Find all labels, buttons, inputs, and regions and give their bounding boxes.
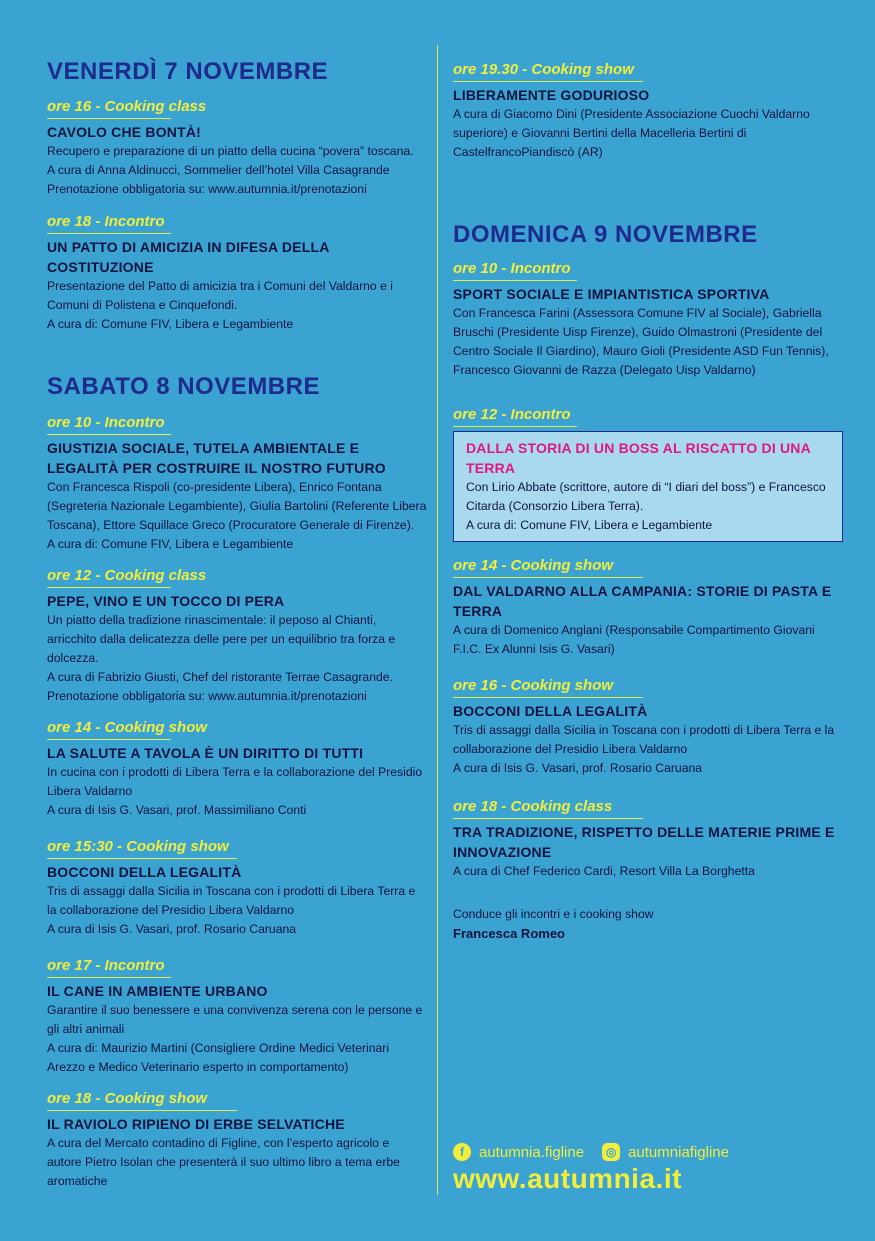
event-title: GIUSTIZIA SOCIALE, TUTELA AMBIENTALE E LEGALITÀ PER COSTRUIRE IL NOSTRO FUTURO (47, 440, 386, 476)
event-desc: Recupero e preparazione di un piatto della cucina “povera” toscana. (47, 144, 414, 158)
host-label: Conduce gli incontri e i cooking show (453, 907, 654, 921)
event-l6 (47, 837, 427, 939)
event-l4 (47, 566, 427, 706)
event-title: PEPE, VINO E UN TOCCO DI PERA (47, 593, 285, 609)
event-time: ore 10 - Incontro (47, 414, 165, 431)
event-desc: Con Francesca Farini (Assessora Comune FIV al Sociale), Gabriella Bruschi (Presidente Uisp Firenze), Guido Olmastroni (Presidente del Centro Sociale Il Giardino), Mauro Gioli (Presidente ASD Fun Tennis), Francesco Giovanni de Razza (Delegato Uisp Valdarno) (453, 306, 829, 377)
website-link[interactable]: www.autumnia.it (453, 1163, 682, 1194)
event-time: ore 18 - Incontro (47, 213, 165, 230)
highlight-box (453, 431, 843, 542)
event-desc: A cura di: Maurizio Martini (Consigliere Ordine Medici Veterinari Arezzo e Medico Veterinario esperto in comportamento) (47, 1041, 390, 1074)
event-title: SPORT SOCIALE E IMPIANTISTICA SPORTIVA (453, 286, 770, 302)
event-desc: Con Lirio Abbate (scrittore, autore di “I diari del boss”) e Francesco Citarda (Consorzio Libera Terra). (466, 480, 826, 513)
event-l8 (47, 1089, 427, 1191)
event-desc: In cucina con i prodotti di Libera Terra e la collaborazione del Presidio Libera Valdarno (47, 765, 423, 798)
event-desc: A cura di Isis G. Vasari, prof. Rosario Caruana (47, 922, 297, 936)
event-l2 (47, 212, 427, 334)
event-time: ore 15:30 - Cooking show (47, 838, 229, 855)
event-desc: A cura di Isis G. Vasari, prof. Rosario Caruana (453, 761, 703, 775)
time-underline (47, 977, 171, 978)
event-desc: Prenotazione obbligatoria su: www.autumnia.it/prenotazioni (47, 689, 367, 703)
event-desc: A cura di Chef Federico Cardi, Resort Villa La Borghetta (453, 864, 755, 878)
event-title-highlight: DALLA STORIA DI UN BOSS AL RISCATTO DI UNA TERRA (466, 440, 811, 476)
event-r6 (453, 797, 845, 881)
event-desc: Garantire il suo benessere e una convivenza serena con le persone e gli altri animali (47, 1003, 423, 1036)
time-underline (453, 280, 577, 281)
event-desc: Un piatto della tradizione rinascimentale: il peposo al Chianti, arricchito dalla delicatezza delle pere per un equilibrio tra forza e dolcezza. (47, 613, 396, 665)
time-underline (453, 818, 643, 819)
event-time: ore 18 - Cooking class (453, 798, 613, 815)
event-desc: Tris di assaggi dalla Sicilia in Toscana con i prodotti di Libera Terra e la collaborazione del Presidio Libera Valdarno (47, 884, 416, 917)
instagram-handle[interactable]: autumniafigline (628, 1143, 729, 1161)
event-desc: Prenotazione obbligatoria su: www.autumnia.it/prenotazioni (47, 182, 367, 196)
column-divider (437, 45, 438, 1195)
event-title: CAVOLO CHE BONTÀ! (47, 124, 202, 140)
event-desc: Tris di assaggi dalla Sicilia in Toscana con i prodotti di Libera Terra e la collaborazione del Presidio Libera Valdarno (453, 723, 835, 756)
event-r3-time (453, 405, 845, 427)
time-underline (453, 81, 643, 82)
event-desc: Presentazione del Patto di amicizia tra i Comuni del Valdarno e i Comuni di Polistena e Cinquefondi. (47, 279, 393, 312)
day-heading-sunday: DOMENICA 9 NOVEMBRE (453, 221, 758, 248)
time-underline (47, 118, 171, 119)
time-underline (453, 426, 577, 427)
instagram-icon[interactable]: ◎ (602, 1143, 620, 1161)
time-underline (47, 434, 171, 435)
time-underline (453, 577, 643, 578)
event-time: ore 12 - Incontro (453, 406, 571, 423)
time-underline (47, 858, 237, 859)
facebook-handle[interactable]: autumnia.figline (479, 1143, 585, 1161)
event-title: IL RAVIOLO RIPIENO DI ERBE SELVATICHE (47, 1116, 345, 1132)
event-desc: A cura di Anna Aldinucci, Sommelier dell’hotel Villa Casagrande (47, 163, 390, 177)
event-r5 (453, 676, 845, 778)
event-time: ore 14 - Cooking show (453, 557, 614, 574)
event-time: ore 12 - Cooking class (47, 567, 207, 584)
event-title: TRA TRADIZIONE, RISPETTO DELLE MATERIE PRIME E INNOVAZIONE (453, 824, 835, 860)
host-block (453, 905, 845, 944)
event-r1 (453, 60, 845, 162)
event-time: ore 14 - Cooking show (47, 719, 208, 736)
event-l5 (47, 718, 427, 820)
time-underline (453, 697, 643, 698)
host-name: Francesca Romeo (453, 926, 565, 941)
event-desc: A cura di: Comune FIV, Libera e Legambiente (47, 317, 294, 331)
event-r2 (453, 259, 845, 380)
event-title: BOCCONI DELLA LEGALITÀ (47, 864, 242, 880)
event-time: ore 19.30 - Cooking show (453, 61, 634, 78)
event-time: ore 17 - Incontro (47, 957, 165, 974)
time-underline (47, 233, 171, 234)
event-title: DAL VALDARNO ALLA CAMPANIA: STORIE DI PASTA E TERRA (453, 583, 832, 619)
social-links (453, 1143, 747, 1161)
time-underline (47, 739, 171, 740)
event-r4 (453, 556, 845, 659)
event-desc: A cura di: Comune FIV, Libera e Legambiente (466, 518, 713, 532)
event-desc: A cura di Giacomo Dini (Presidente Associazione Cuochi Valdarno superiore) e Giovanni Bertini della Macelleria Bertini di CastelfrancoPiandiscò (AR) (453, 107, 810, 159)
day-heading-friday: VENERDÌ 7 NOVEMBRE (47, 58, 329, 85)
event-desc: Con Francesca Rispoli (co-presidente Libera), Enrico Fontana (Segreteria Nazionale Legambiente), Giulia Bartolini (Referente Libera Toscana), Ettore Squillace Greco (Procuratore Generale di Firenze). (47, 480, 427, 532)
time-underline (47, 587, 171, 588)
facebook-icon[interactable]: f (453, 1143, 471, 1161)
event-time: ore 18 - Cooking show (47, 1090, 208, 1107)
event-l3 (47, 413, 427, 554)
event-desc: A cura del Mercato contadino di Figline, con l’esperto agricolo e autore Pietro Isolan che presenterà il suo ultimo libro a tema erbe aromatiche (47, 1136, 400, 1188)
event-title: LA SALUTE A TAVOLA È UN DIRITTO DI TUTTI (47, 745, 364, 761)
event-title: IL CANE IN AMBIENTE URBANO (47, 983, 268, 999)
event-desc: A cura di: Comune FIV, Libera e Legambiente (47, 537, 294, 551)
event-title: UN PATTO DI AMICIZIA IN DIFESA DELLA COSTITUZIONE (47, 239, 330, 275)
event-desc: A cura di Domenico Anglani (Responsabile Compartimento Giovani F.I.C. Ex Alunni Isis G. Vasari) (453, 623, 815, 656)
event-time: ore 10 - Incontro (453, 260, 571, 277)
event-l7 (47, 956, 427, 1077)
event-l1 (47, 97, 427, 199)
time-underline (47, 1110, 237, 1111)
event-title: BOCCONI DELLA LEGALITÀ (453, 703, 648, 719)
event-desc: A cura di Fabrizio Giusti, Chef del ristorante Terrae Casagrande. (47, 670, 393, 684)
event-title: LIBERAMENTE GODURIOSO (453, 87, 650, 103)
event-time: ore 16 - Cooking class (47, 98, 207, 115)
event-time: ore 16 - Cooking show (453, 677, 614, 694)
day-heading-saturday: SABATO 8 NOVEMBRE (47, 373, 320, 400)
event-desc: A cura di Isis G. Vasari, prof. Massimiliano Conti (47, 803, 307, 817)
